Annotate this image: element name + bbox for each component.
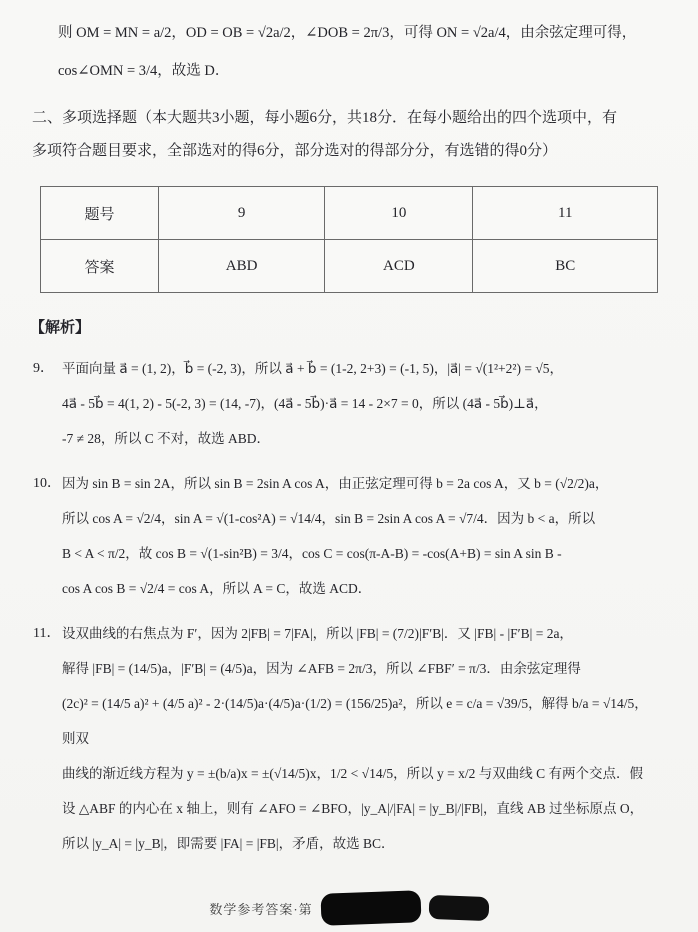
redaction-mark <box>320 890 421 925</box>
table-cell-question-10: 10 <box>325 187 473 240</box>
solution-line: 设双曲线的右焦点为 F′，因为 2|FB| = 7|FA|，所以 |FB| = (7/2)|F′B|．又 |FB| - |F′B| = 2a， <box>62 626 573 641</box>
solution-line: 设 △ABF 的内心在 x 轴上，则有 ∠AFO = ∠BFO，|y_A|/|FA| = |y_B|/|FB|，直线 AB 过坐标原点 O， <box>62 801 644 816</box>
table-cell-question-label: 题号 <box>41 187 159 240</box>
solution-9 <box>33 351 658 456</box>
solution-10 <box>33 466 658 606</box>
table-cell-answer-10: ACD <box>325 240 473 293</box>
solution-number: 11． <box>33 626 61 641</box>
footer-text: 数学参考答案·第 <box>209 901 313 917</box>
answer-table <box>40 186 658 293</box>
section-heading-line: 二、多项选择题（本大题共3小题，每小题6分，共18分．在每小题给出的四个选项中，有 <box>32 110 618 126</box>
solution-line: B < A < π/2，故 cos B = √(1-sin²B) = 3/4，cos C = cos(π-A-B) = -cos(A+B) = sin A sin B - <box>62 546 562 561</box>
table-cell-answer-11: BC <box>473 240 658 293</box>
solution-line: -7 ≠ 28，所以 C 不对，故选 ABD． <box>62 431 271 446</box>
solution-11 <box>33 616 658 861</box>
solution-line: cos A cos B = √2/4 = cos A，所以 A = C，故选 ACD． <box>62 581 372 596</box>
solution-line: (2c)² = (14/5 a)² + (4/5 a)² - 2·(14/5)a·(4/5)a·(1/2) = (156/25)a²，所以 e = c/a = √39/5，解得 b/a = √14/5，则双 <box>62 696 648 746</box>
solution-line: 曲线的渐近线方程为 y = ±(b/a)x = ±(√14/5)x，1/2 < √14/5，所以 y = x/2 与双曲线 C 有两个交点．假 <box>62 766 643 781</box>
solution-line: 所以 cos A = √2/4，sin A = √(1-cos²A) = √14/4，sin B = 2sin A cos A = √7/4．因为 b < a，所以 <box>62 511 596 526</box>
analysis-label: 【解析】 <box>30 320 91 336</box>
text-line: cos∠OMN = 3/4，故选 D． <box>58 63 230 79</box>
table-cell-answer-label: 答案 <box>41 240 159 293</box>
solution-line: 所以 |y_A| = |y_B|，即需要 |FA| = |FB|，矛盾，故选 BC． <box>62 836 395 851</box>
solution-line: 因为 sin B = sin 2A，所以 sin B = 2sin A cos A，由正弦定理可得 b = 2a cos A，又 b = (√2/2)a， <box>62 476 609 491</box>
answer-table-header-row <box>41 187 658 240</box>
question8-solution-tail <box>58 14 658 90</box>
table-cell-question-9: 9 <box>158 187 324 240</box>
section-heading <box>32 102 658 168</box>
solution-line: 4a⃗ - 5b⃗ = 4(1, 2) - 5(-2, 3) = (14, -7)，(4a⃗ - 5b⃗)·a⃗ = 14 - 2×7 = 0，所以 (4a⃗ - 5b⃗)⊥a⃗， <box>62 396 548 411</box>
solution-number: 9． <box>33 361 54 376</box>
redaction-mark <box>428 895 489 921</box>
table-cell-question-11: 11 <box>473 187 658 240</box>
section-heading-line: 多项符合题目要求，全部选对的得6分，部分选对的得部分分，有选错的得0分） <box>32 143 558 159</box>
solution-line: 平面向量 a⃗ = (1, 2)，b⃗ = (-2, 3)，所以 a⃗ + b⃗ = (1-2, 2+3) = (-1, 5)，|a⃗| = √(1²+2²) = √5， <box>62 361 563 376</box>
solution-number: 10． <box>33 476 61 491</box>
text-line: 则 OM = MN = a/2，OD = OB = √2a/2，∠DOB = 2π/3，可得 ON = √2a/4，由余弦定理可得， <box>58 25 637 41</box>
answer-table-answer-row <box>41 240 658 293</box>
solution-line: 解得 |FB| = (14/5)a，|F′B| = (4/5)a，因为 ∠AFB = 2π/3，所以 ∠FBF′ = π/3．由余弦定理得 <box>62 661 581 676</box>
page-footer <box>0 892 698 924</box>
table-cell-answer-9: ABD <box>158 240 324 293</box>
